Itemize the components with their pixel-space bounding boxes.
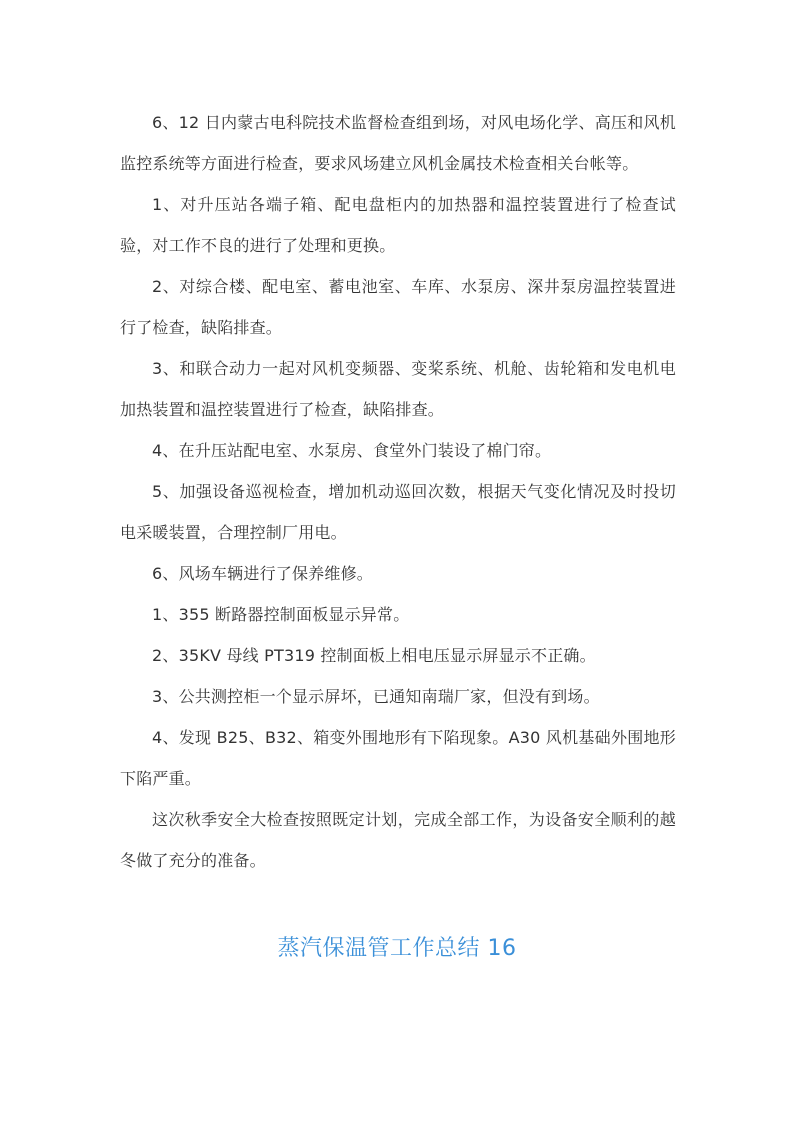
paragraph-item-5-patrol-inspection: 5、加强设备巡视检查，增加机动巡回次数，根据天气变化情况及时投切电采暖装置，合理控制厂用电。 xyxy=(120,482,676,542)
paragraph-inspection-team: 6、12 日内蒙古电科院技术监督检查组到场，对风电场化学、高压和风机监控系统等方面进行检查，要求风场建立风机金属技术检查相关台帐等。 xyxy=(120,113,676,173)
paragraph-item-4-door-curtains: 4、在升压站配电室、水泵房、食堂外门装设了棉门帘。 xyxy=(152,441,552,460)
paragraph-issue-4-ground-subsidence: 4、发现 B25、B32、箱变外围地形有下陷现象。A30 风机基础外围地形下陷严重。 xyxy=(120,728,676,788)
paragraph-item-3-wind-turbine-check: 3、和联合动力一起对风机变频器、变桨系统、机舱、齿轮箱和发电机电加热装置和温控装置进行了检查，缺陷排查。 xyxy=(120,359,676,419)
paragraph-issue-3-measurement-cabinet: 3、公共测控柜一个显示屏坏，已通知南瑞厂家，但没有到场。 xyxy=(152,687,600,706)
paragraph-conclusion: 这次秋季安全大检查按照既定计划，完成全部工作，为设备安全顺利的越冬做了充分的准备。 xyxy=(120,810,676,870)
paragraph-item-2-building-temp-control: 2、对综合楼、配电室、蓄电池室、车库、水泵房、深井泵房温控装置进行了检查，缺陷排查。 xyxy=(120,277,676,337)
paragraph-issue-2-pt-display: 2、35KV 母线 PT319 控制面板上相电压显示屏显示不正确。 xyxy=(152,646,596,665)
paragraph-item-6-vehicle-maintenance: 6、风场车辆进行了保养维修。 xyxy=(152,564,373,583)
paragraph-issue-1-breaker-panel: 1、355 断路器控制面板显示异常。 xyxy=(152,605,410,624)
document-body xyxy=(120,102,676,881)
section-title: 蒸汽保温管工作总结 16 xyxy=(277,936,517,961)
paragraph-item-1-booster-station: 1、对升压站各端子箱、配电盘柜内的加热器和温控装置进行了检查试验，对工作不良的进行了处理和更换。 xyxy=(120,195,676,255)
